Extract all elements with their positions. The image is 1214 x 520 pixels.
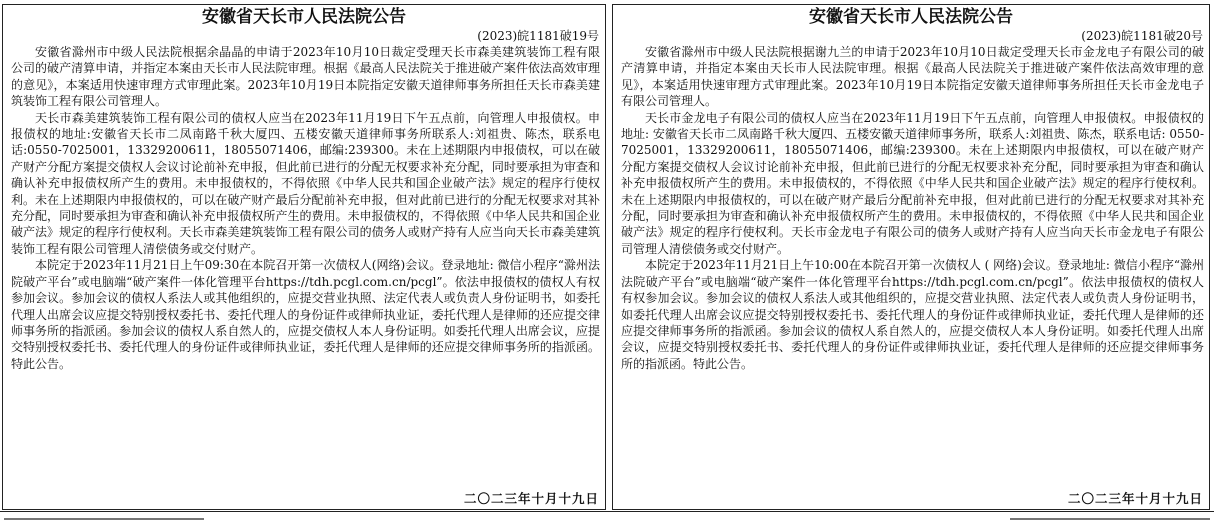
notice-body	[613, 44, 1209, 372]
notice-title: 安徽省天长市人民法院公告	[202, 7, 406, 27]
case-number: (2023)皖1181破19号	[477, 29, 599, 43]
notice-paragraph: 天长市金龙电子有限公司的债权人应当在2023年11月19日下午五点前，向管理人申报债权。申报债权的地址: 安徽省天长市二凤南路千秋大厦四、五楼安徽天道律师事务所，联系人:刘祖贵、陈杰，联系电话: 0550-7025001，13329200611，18055071406，邮编:239300。未在上述期限内申报债权，可以在破产财产分配方案提交债权人会议讨论前补充申报，但此前已进行的分配无权要求补充分配，同时要承担为审查和确认补充申报债权所产生的费用。未申报债权的，不得依照《中华人民共和国企业破产法》规定的程序行使权利。未在上述期限内申报债权的，可以在破产财产最后分配前补充申报，但对此前已进行的分配无权要求对其补充分配，同时要承担为审查和确认补充申报债权所产生的费用。未申报债权的，不得依照《中华人民共和国企业破产法》规定的程序行使权利。天长市金龙电子有限公司的债务人或财产持有人应当向天长市金龙电子有限公司管理人清偿债务或交付财产。	[621, 110, 1204, 256]
notice-paragraph: 安徽省滁州市中级人民法院根据谢九兰的申请于2023年10月10日裁定受理天长市金龙电子有限公司的破产清算申请，并指定本案由天长市人民法院审理。根据《最高人民法院关于推进破产案件依法高效审理的意见》，本案适用快速审理方式审理此案。2023年10月19日本院指定安徽天道律师事务所担任天长市金龙电子有限公司管理人。	[621, 45, 1204, 109]
cut-off-heading-right	[1010, 512, 1210, 520]
next-section-edge	[0, 511, 1214, 520]
notice-left	[2, 4, 606, 510]
notice-paragraph: 天长市森美建筑装饰工程有限公司的债权人应当在2023年11月19日下午五点前，向管理人申报债权。申报债权的地址:安徽省天长市二凤南路千秋大厦四、五楼安徽天道律师事务所联系人:刘祖贵、陈杰，联系电话:0550-7025001，13329200611，18055071406，邮编:239300。未在上述期限内申报债权，可以在破产财产分配方案提交债权人会议讨论前补充申报，但此前已进行的分配无权要求补充分配，同时要承担为审查和确认补充申报债权所产生的费用。未申报债权的，不得依照《中华人民共和国企业破产法》规定的程序行使权利。未在上述期限内申报债权的，可以在破产财产最后分配前补充申报，但对此前已进行的分配无权要求对其补充分配，同时要承担为审查和确认补充申报债权所产生的费用。未申报债权的，不得依照《中华人民共和国企业破产法》规定的程序行使权利。天长市森美建筑装饰工程有限公司的债务人或财产持有人应当向天长市森美建筑装饰工程有限公司管理人清偿债务或交付财产。	[11, 110, 600, 256]
notice-paragraph: 本院定于2023年11月21日上午09:30在本院召开第一次债权人(网络)会议。登录地址: 微信小程序“滁州法院破产平台”或电脑端“破产案件一体化管理平台https://tdh.pcgl.com.cn/pcgl”。依法申报债权的债权人有权参加会议。参加会议的债权人系法人或其他组织的，应提交营业执照、法定代表人或负责人身份证明书，如委托代理人出席会议应提交特别授权委托书、委托代理人的身份证件或律师执业证，委托代理人是律师的还应提交律师事务所的指派函。参加会议的债权人系自然人的，应提交债权人本人身份证明。如委托代理人出席会议，应提交特别授权委托书、委托代理人的身份证件或律师执业证，委托代理人是律师的还应提交律师事务所的指派函。特此公告。	[11, 258, 600, 371]
cut-off-heading-left	[4, 512, 204, 520]
notice-paragraph: 本院定于2023年11月21日上午10:00在本院召开第一次债权人 ( 网络)会议。登录地址: 微信小程序“滁州法院破产平台”或电脑端“破产案件一体化管理平台https://tdh.pcgl.com.cn/pcgl”。依法申报债权的债权人有权参加会议。参加会议的债权人系法人或其他组织的，应提交营业执照、法定代表人或负责人身份证明书，如委托代理人出席会议应提交特别授权委托书、委托代理人的身份证件或律师执业证，委托代理人是律师的还应提交律师事务所的指派函。参加会议的债权人系自然人的，应提交债权人本人身份证明。如委托代理人出席会议，应提交特别授权委托书、委托代理人的身份证件或律师执业证，委托代理人是律师的还应提交律师事务所的指派函。特此公告。	[621, 258, 1204, 371]
notice-paragraph: 安徽省滁州市中级人民法院根据余晶晶的申请于2023年10月10日裁定受理天长市森美建筑装饰工程有限公司的破产清算申请，并指定本案由天长市人民法院审理。根据《最高人民法院关于推进破产案件依法高效审理的意见》，本案适用快速审理方式审理此案。2023年10月19日本院指定安徽天道律师事务所担任天长市森美建筑装饰工程有限公司管理人。	[11, 45, 600, 109]
notice-title: 安徽省天长市人民法院公告	[809, 7, 1013, 27]
notice-date: 二〇二三年十月十九日	[463, 491, 599, 506]
case-number: (2023)皖1181破20号	[1081, 29, 1203, 43]
notice-body	[3, 44, 605, 372]
notice-right	[612, 4, 1210, 510]
notice-date: 二〇二三年十月十九日	[1067, 491, 1203, 506]
